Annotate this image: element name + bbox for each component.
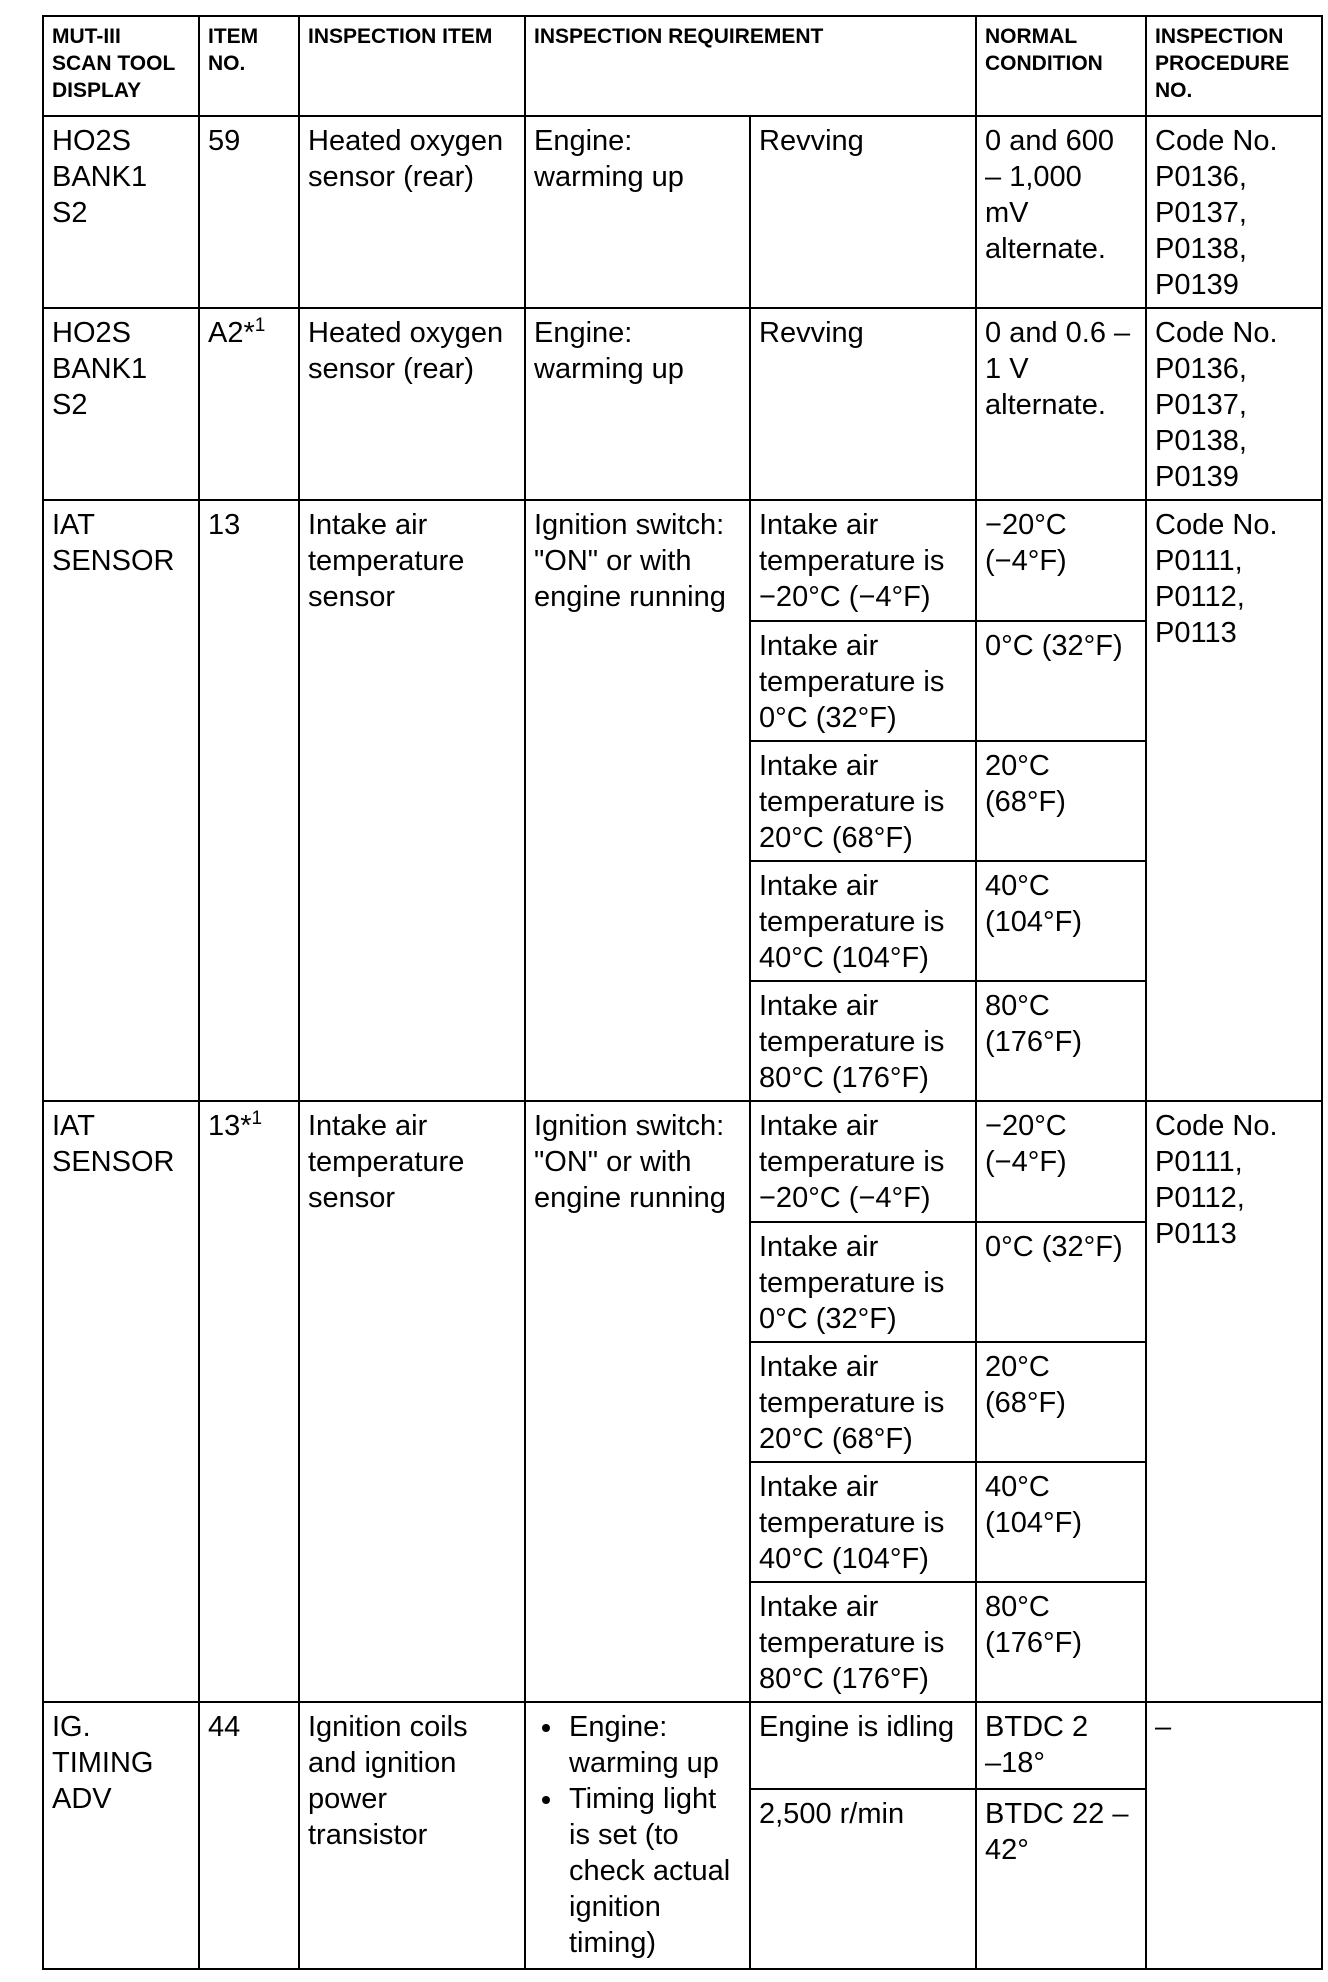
normal-cell: 0°C (32°F) bbox=[976, 621, 1146, 741]
condition-cell: Intake air temperature is −20°C (−4°F) bbox=[750, 1101, 976, 1222]
header-row bbox=[43, 16, 1322, 116]
inspection-table bbox=[42, 15, 1323, 1970]
normal-cell: 0 and 0.6 – 1 V alternate. bbox=[976, 308, 1146, 500]
procedure-cell: Code No. P0136, P0137, P0138, P0139 bbox=[1146, 116, 1322, 308]
header-item-no: ITEM NO. bbox=[199, 16, 299, 116]
requirement-list bbox=[534, 1709, 741, 1961]
normal-cell: 20°C (68°F) bbox=[976, 1342, 1146, 1462]
normal-cell: 80°C (176°F) bbox=[976, 1582, 1146, 1702]
condition-cell: Intake air temperature is 20°C (68°F) bbox=[750, 741, 976, 861]
header-normal: NORMAL CONDITION bbox=[976, 16, 1146, 116]
requirement-cell: Engine: warming up bbox=[525, 308, 750, 500]
condition-cell: Engine is idling bbox=[750, 1702, 976, 1789]
condition-cell: Intake air temperature is 80°C (176°F) bbox=[750, 1582, 976, 1702]
normal-cell: BTDC 2 –18° bbox=[976, 1702, 1146, 1789]
requirement-cell: Ignition switch: "ON" or with engine running bbox=[525, 500, 750, 1101]
item-no-cell: 59 bbox=[199, 116, 299, 308]
header-procedure: INSPECTION PROCEDURE NO. bbox=[1146, 16, 1322, 116]
display-cell: HO2S BANK1 S2 bbox=[43, 308, 199, 500]
condition-cell: Revving bbox=[750, 116, 976, 308]
normal-cell: 40°C (104°F) bbox=[976, 1462, 1146, 1582]
header-requirement: INSPECTION REQUIREMENT bbox=[525, 16, 976, 116]
condition-cell: Revving bbox=[750, 308, 976, 500]
list-item: • Engine: warming up bbox=[565, 1709, 741, 1781]
normal-cell: −20°C (−4°F) bbox=[976, 500, 1146, 621]
item-cell: Ignition coils and ignition power transistor bbox=[299, 1702, 525, 1969]
normal-cell: 80°C (176°F) bbox=[976, 981, 1146, 1101]
table-row bbox=[43, 1101, 1322, 1222]
footnote-mark: 1 bbox=[251, 1108, 263, 1129]
display-cell: HO2S BANK1 S2 bbox=[43, 116, 199, 308]
footnote-mark: 1 bbox=[254, 315, 266, 336]
header-item: INSPECTION ITEM bbox=[299, 16, 525, 116]
item-no-cell: 13*$^1$ bbox=[199, 1101, 299, 1702]
procedure-cell: – bbox=[1146, 1702, 1322, 1969]
normal-cell: BTDC 22 – 42° bbox=[976, 1789, 1146, 1969]
table-row bbox=[43, 500, 1322, 621]
item-cell: Heated oxygen sensor (rear) bbox=[299, 308, 525, 500]
procedure-cell: Code No. P0111, P0112, P0113 bbox=[1146, 1101, 1322, 1702]
item-cell: Intake air temperature sensor bbox=[299, 1101, 525, 1702]
condition-cell: Intake air temperature is 40°C (104°F) bbox=[750, 1462, 976, 1582]
condition-cell: Intake air temperature is 40°C (104°F) bbox=[750, 861, 976, 981]
requirement-cell bbox=[525, 1702, 750, 1969]
item-cell: Heated oxygen sensor (rear) bbox=[299, 116, 525, 308]
procedure-cell: Code No. P0136, P0137, P0138, P0139 bbox=[1146, 308, 1322, 500]
display-cell: IAT SENSOR bbox=[43, 1101, 199, 1702]
header-display: MUT-III SCAN TOOL DISPLAY bbox=[43, 16, 199, 116]
requirement-cell: Engine: warming up bbox=[525, 116, 750, 308]
item-cell: Intake air temperature sensor bbox=[299, 500, 525, 1101]
display-cell: IAT SENSOR bbox=[43, 500, 199, 1101]
table-row bbox=[43, 1702, 1322, 1789]
normal-cell: 20°C (68°F) bbox=[976, 741, 1146, 861]
normal-cell: 40°C (104°F) bbox=[976, 861, 1146, 981]
item-no-cell: A2*$^1$ bbox=[199, 308, 299, 500]
condition-cell: Intake air temperature is 20°C (68°F) bbox=[750, 1342, 976, 1462]
condition-cell: 2,500 r/min bbox=[750, 1789, 976, 1969]
normal-cell: −20°C (−4°F) bbox=[976, 1101, 1146, 1222]
table-row bbox=[43, 308, 1322, 500]
list-item: • Timing light is set (to check actual ignition timing) bbox=[565, 1781, 741, 1961]
normal-cell: 0 and 600 – 1,000 mV alternate. bbox=[976, 116, 1146, 308]
condition-cell: Intake air temperature is −20°C (−4°F) bbox=[750, 500, 976, 621]
normal-cell: 0°C (32°F) bbox=[976, 1222, 1146, 1342]
table-row bbox=[43, 116, 1322, 308]
requirement-cell: Ignition switch: "ON" or with engine running bbox=[525, 1101, 750, 1702]
item-no-cell: 44 bbox=[199, 1702, 299, 1969]
condition-cell: Intake air temperature is 0°C (32°F) bbox=[750, 1222, 976, 1342]
procedure-cell: Code No. P0111, P0112, P0113 bbox=[1146, 500, 1322, 1101]
item-no-cell: 13 bbox=[199, 500, 299, 1101]
condition-cell: Intake air temperature is 0°C (32°F) bbox=[750, 621, 976, 741]
display-cell: IG. TIMING ADV bbox=[43, 1702, 199, 1969]
condition-cell: Intake air temperature is 80°C (176°F) bbox=[750, 981, 976, 1101]
